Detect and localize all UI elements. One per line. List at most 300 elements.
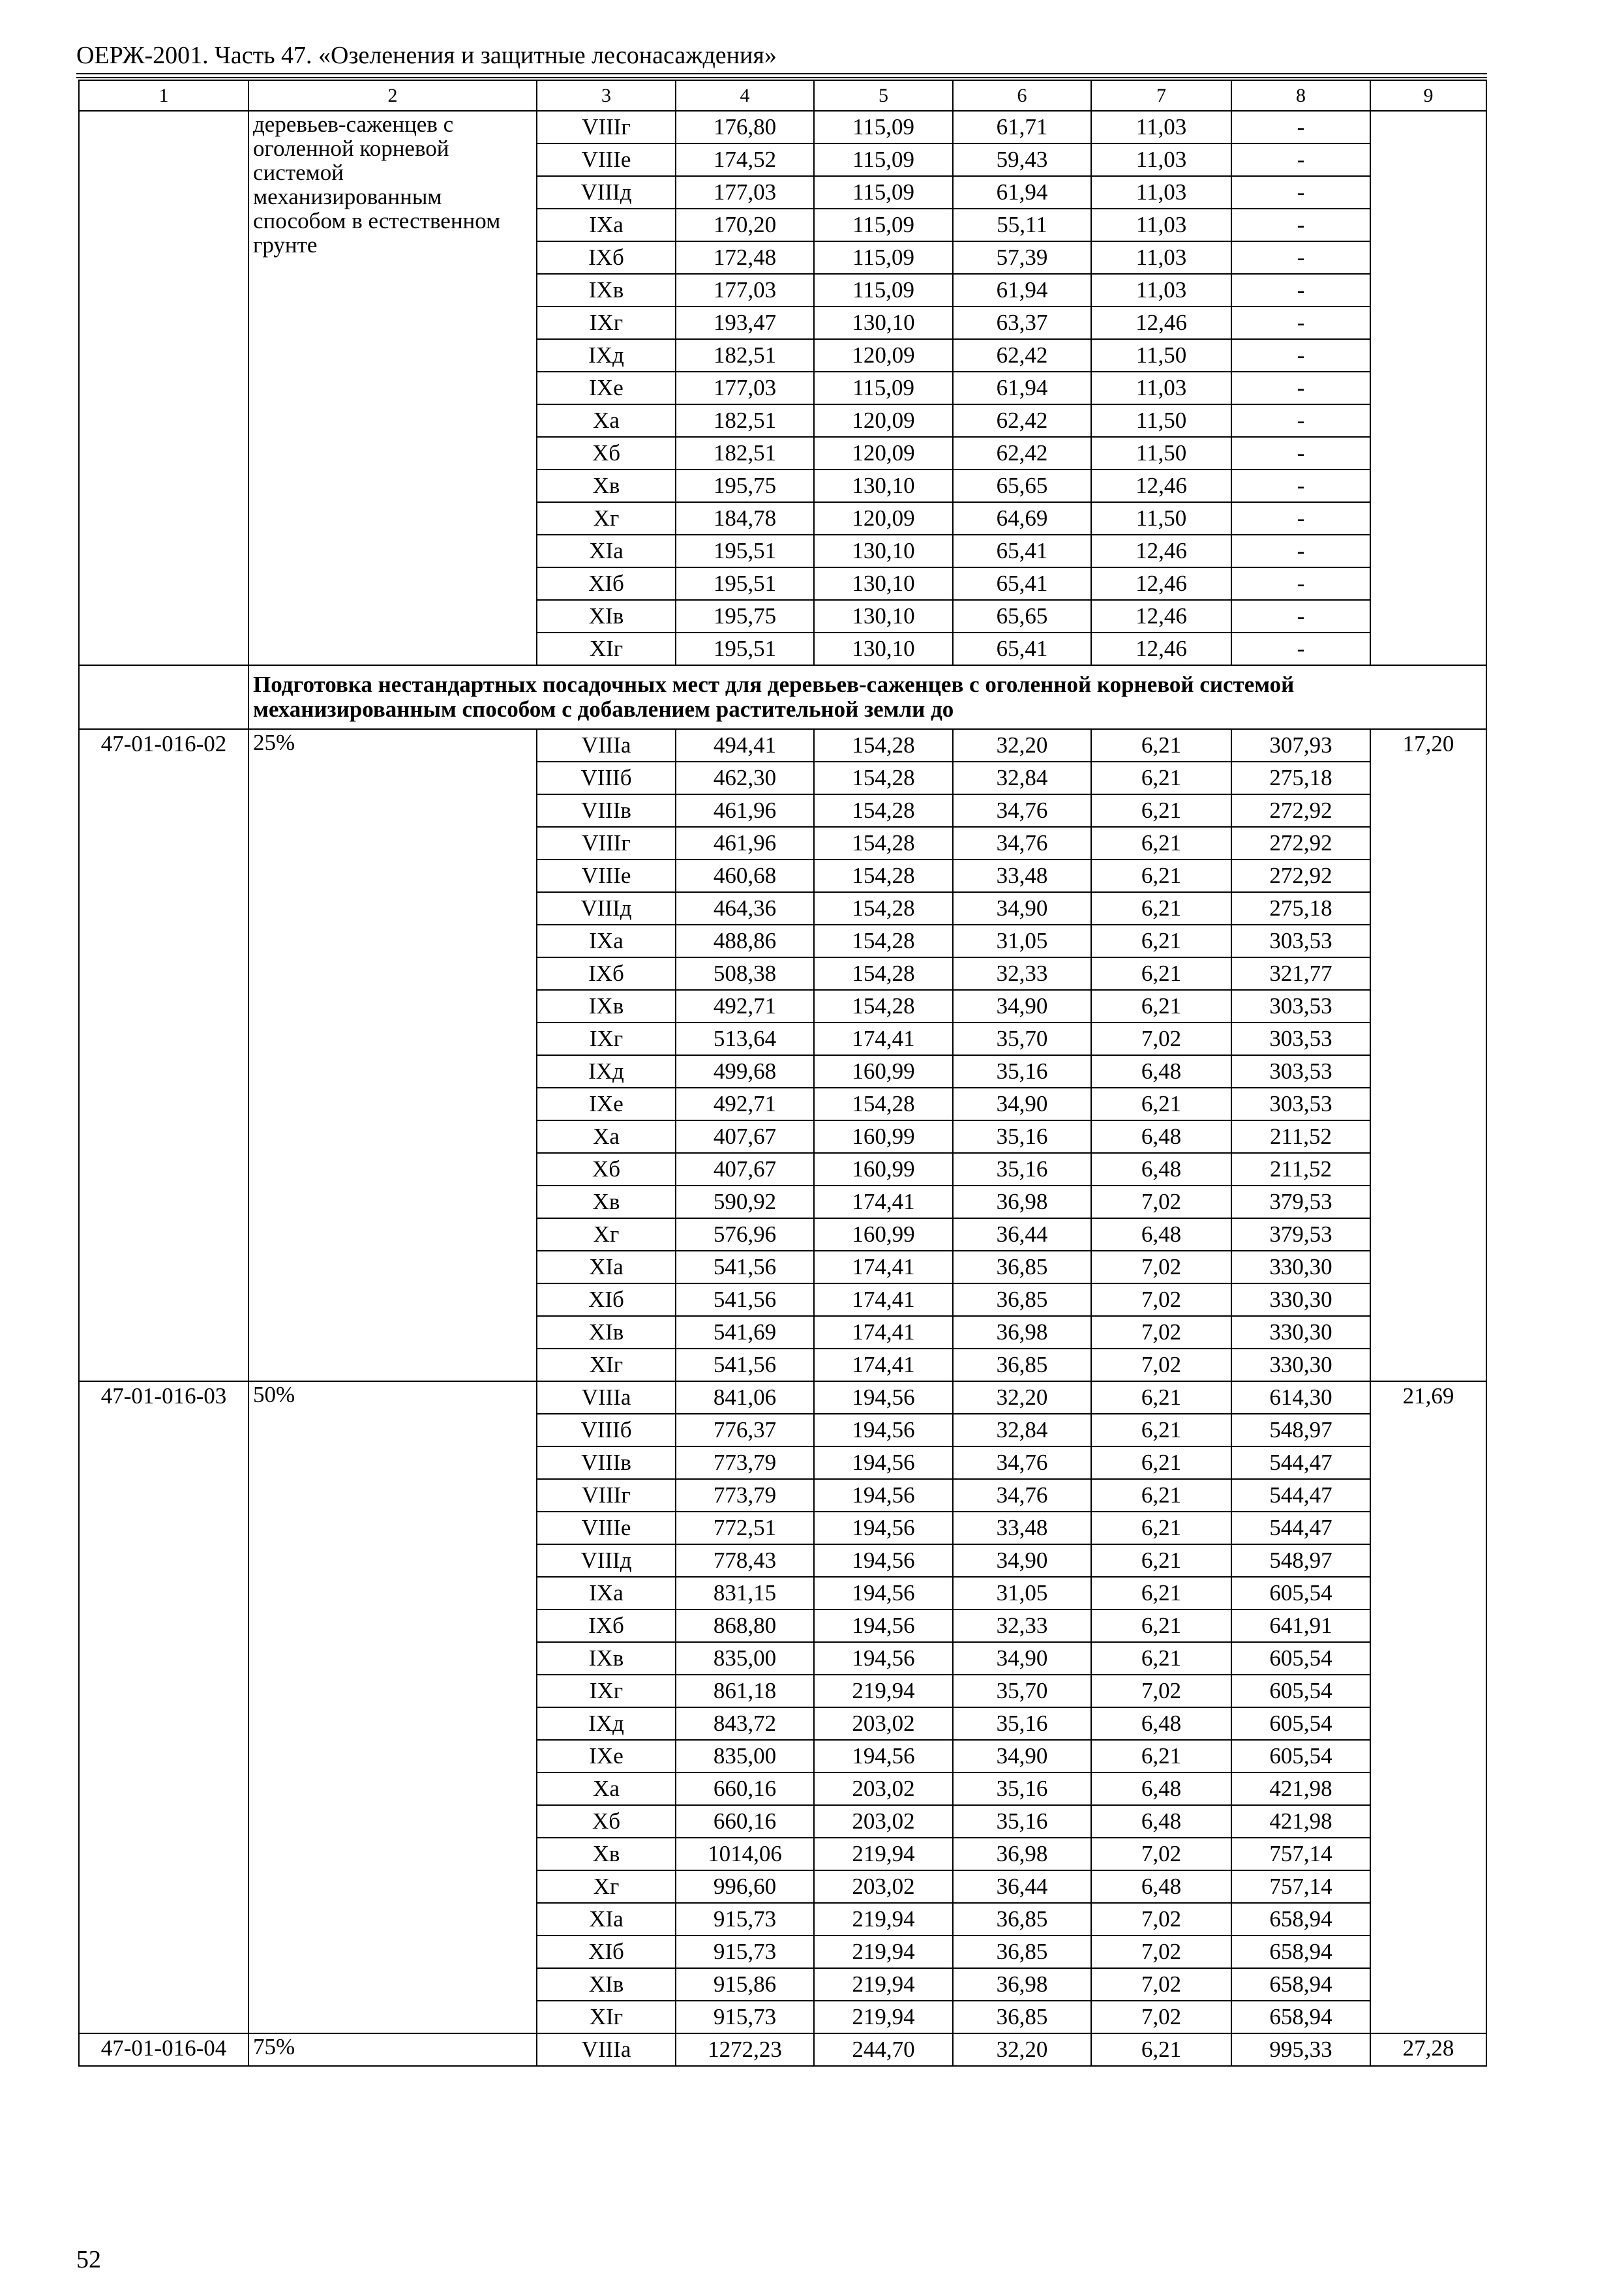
soil-group-cell: IXе <box>537 1740 676 1773</box>
direct-cost-cell: 193,47 <box>676 307 814 339</box>
material-cost-cell: 544,47 <box>1231 1446 1370 1479</box>
soil-group-cell: XIг <box>537 2001 676 2033</box>
material-cost-cell: - <box>1231 143 1370 176</box>
machinist-wages-cell: 7,02 <box>1091 1936 1231 1968</box>
direct-cost-cell: 660,16 <box>676 1773 814 1805</box>
material-cost-cell: 658,94 <box>1231 2001 1370 2033</box>
soil-group-cell: IXа <box>537 209 676 241</box>
direct-cost-cell: 1014,06 <box>676 1838 814 1870</box>
soil-group-cell: XIа <box>537 535 676 567</box>
soil-group-cell: XIа <box>537 1903 676 1936</box>
labor-wages-cell: 174,41 <box>814 1283 953 1316</box>
machine-cost-cell: 63,37 <box>953 307 1091 339</box>
machine-cost-cell: 34,90 <box>953 1642 1091 1675</box>
machinist-wages-cell: 11,03 <box>1091 241 1231 274</box>
machinist-wages-cell: 6,21 <box>1091 762 1231 794</box>
direct-cost-cell: 1272,23 <box>676 2033 814 2066</box>
machinist-wages-cell: 11,50 <box>1091 339 1231 372</box>
machine-cost-cell: 35,16 <box>953 1707 1091 1740</box>
soil-group-cell: VIIIд <box>537 176 676 209</box>
direct-cost-cell: 576,96 <box>676 1218 814 1251</box>
machinist-wages-cell: 6,21 <box>1091 957 1231 990</box>
machinist-wages-cell: 6,21 <box>1091 1088 1231 1120</box>
machinist-wages-cell: 7,02 <box>1091 1316 1231 1349</box>
page-header: ОЕРЖ-2001. Часть 47. «Озеленения и защитные лесонасаждения» <box>76 42 777 69</box>
machinist-wages-cell: 6,48 <box>1091 1055 1231 1088</box>
labor-norm: 27,28 <box>1370 2033 1486 2066</box>
machine-cost-cell: 62,42 <box>953 404 1091 437</box>
direct-cost-cell: 195,51 <box>676 535 814 567</box>
direct-cost-cell: 915,86 <box>676 1968 814 2001</box>
labor-wages-cell: 154,28 <box>814 794 953 827</box>
machine-cost-cell: 36,85 <box>953 2001 1091 2033</box>
machinist-wages-cell: 7,02 <box>1091 1838 1231 1870</box>
direct-cost-cell: 407,67 <box>676 1153 814 1186</box>
labor-wages-cell: 130,10 <box>814 535 953 567</box>
labor-wages-cell: 154,28 <box>814 762 953 794</box>
material-cost-cell: 544,47 <box>1231 1479 1370 1512</box>
labor-wages-cell: 194,56 <box>814 1381 953 1414</box>
labor-wages-cell: 219,94 <box>814 1838 953 1870</box>
machinist-wages-cell: 6,21 <box>1091 794 1231 827</box>
direct-cost-cell: 195,51 <box>676 633 814 665</box>
material-cost-cell: 421,98 <box>1231 1773 1370 1805</box>
direct-cost-cell: 835,00 <box>676 1642 814 1675</box>
direct-cost-cell: 541,56 <box>676 1283 814 1316</box>
machine-cost-cell: 36,98 <box>953 1316 1091 1349</box>
labor-wages-cell: 154,28 <box>814 957 953 990</box>
soil-group-cell: XIв <box>537 1316 676 1349</box>
machine-cost-cell: 55,11 <box>953 209 1091 241</box>
column-number: 9 <box>1370 80 1486 111</box>
material-cost-cell: - <box>1231 535 1370 567</box>
labor-wages-cell: 115,09 <box>814 241 953 274</box>
labor-wages-cell: 115,09 <box>814 143 953 176</box>
material-cost-cell: 303,53 <box>1231 990 1370 1023</box>
soil-group-cell: VIIIб <box>537 762 676 794</box>
labor-wages-cell: 174,41 <box>814 1251 953 1283</box>
machinist-wages-cell: 11,50 <box>1091 437 1231 470</box>
labor-wages-cell: 154,28 <box>814 1088 953 1120</box>
machine-cost-cell: 36,44 <box>953 1870 1091 1903</box>
material-cost-cell: 605,54 <box>1231 1740 1370 1773</box>
section-title: Подготовка нестандартных посадочных мест для деревьев-саженцев с оголенной корневой системой механизированным способом с добавлением растительной земли до <box>248 665 1486 729</box>
labor-wages-cell: 174,41 <box>814 1186 953 1218</box>
direct-cost-cell: 488,86 <box>676 925 814 957</box>
header-rule-second <box>76 77 1487 78</box>
material-cost-cell: - <box>1231 437 1370 470</box>
column-number: 1 <box>79 80 248 111</box>
direct-cost-cell: 841,06 <box>676 1381 814 1414</box>
direct-cost-cell: 831,15 <box>676 1577 814 1609</box>
material-cost-cell: 303,53 <box>1231 925 1370 957</box>
soil-group-cell: IXа <box>537 925 676 957</box>
material-cost-cell: 614,30 <box>1231 1381 1370 1414</box>
column-number: 6 <box>953 80 1091 111</box>
labor-wages-cell: 219,94 <box>814 1903 953 1936</box>
labor-norm <box>1370 111 1486 665</box>
soil-group-cell: VIIIг <box>537 111 676 143</box>
direct-cost-cell: 541,56 <box>676 1251 814 1283</box>
table-row <box>79 2033 1486 2066</box>
direct-cost-cell: 494,41 <box>676 729 814 762</box>
machine-cost-cell: 35,16 <box>953 1153 1091 1186</box>
machinist-wages-cell: 6,48 <box>1091 1120 1231 1153</box>
direct-cost-cell: 172,48 <box>676 241 814 274</box>
direct-cost-cell: 492,71 <box>676 990 814 1023</box>
direct-cost-cell: 460,68 <box>676 860 814 892</box>
rate-code <box>79 111 248 665</box>
rate-code: 47-01-016-04 <box>79 2033 248 2066</box>
material-cost-cell: - <box>1231 633 1370 665</box>
direct-cost-cell: 773,79 <box>676 1446 814 1479</box>
machinist-wages-cell: 7,02 <box>1091 1023 1231 1055</box>
material-cost-cell: 658,94 <box>1231 1903 1370 1936</box>
soil-group-cell: IXб <box>537 241 676 274</box>
machinist-wages-cell: 11,50 <box>1091 502 1231 535</box>
labor-wages-cell: 154,28 <box>814 729 953 762</box>
machine-cost-cell: 32,84 <box>953 762 1091 794</box>
soil-group-cell: VIIIб <box>537 1414 676 1446</box>
machine-cost-cell: 65,41 <box>953 633 1091 665</box>
direct-cost-cell: 182,51 <box>676 437 814 470</box>
labor-wages-cell: 160,99 <box>814 1153 953 1186</box>
material-cost-cell: 544,47 <box>1231 1512 1370 1544</box>
labor-wages-cell: 120,09 <box>814 502 953 535</box>
direct-cost-cell: 773,79 <box>676 1479 814 1512</box>
machine-cost-cell: 65,65 <box>953 470 1091 502</box>
material-cost-cell: 275,18 <box>1231 762 1370 794</box>
soil-group-cell: VIIIв <box>537 1446 676 1479</box>
work-description: деревьев-саженцев с оголенной корневой системой механизированным способом в естественном грунте <box>248 111 537 665</box>
machine-cost-cell: 34,90 <box>953 892 1091 925</box>
machinist-wages-cell: 6,48 <box>1091 1707 1231 1740</box>
rate-code: 47-01-016-02 <box>79 729 248 1381</box>
soil-group-cell: IXг <box>537 307 676 339</box>
machine-cost-cell: 65,65 <box>953 600 1091 633</box>
machine-cost-cell: 59,43 <box>953 143 1091 176</box>
labor-wages-cell: 160,99 <box>814 1218 953 1251</box>
machine-cost-cell: 36,85 <box>953 1903 1091 1936</box>
machine-cost-cell: 34,76 <box>953 794 1091 827</box>
machine-cost-cell: 31,05 <box>953 925 1091 957</box>
labor-wages-cell: 203,02 <box>814 1805 953 1838</box>
labor-norm: 17,20 <box>1370 729 1486 1381</box>
machinist-wages-cell: 7,02 <box>1091 1968 1231 2001</box>
labor-norm: 21,69 <box>1370 1381 1486 2033</box>
machine-cost-cell: 61,71 <box>953 111 1091 143</box>
soil-group-cell: XIв <box>537 600 676 633</box>
material-cost-cell: 605,54 <box>1231 1577 1370 1609</box>
direct-cost-cell: 915,73 <box>676 1903 814 1936</box>
soil-group-cell: Xг <box>537 502 676 535</box>
work-description: 75% <box>248 2033 537 2066</box>
soil-group-cell: IXв <box>537 990 676 1023</box>
direct-cost-cell: 177,03 <box>676 372 814 404</box>
material-cost-cell: 605,54 <box>1231 1675 1370 1707</box>
machine-cost-cell: 35,16 <box>953 1773 1091 1805</box>
machinist-wages-cell: 6,21 <box>1091 1446 1231 1479</box>
material-cost-cell: - <box>1231 111 1370 143</box>
labor-wages-cell: 154,28 <box>814 892 953 925</box>
material-cost-cell: 641,91 <box>1231 1609 1370 1642</box>
machine-cost-cell: 35,16 <box>953 1805 1091 1838</box>
labor-wages-cell: 115,09 <box>814 111 953 143</box>
machine-cost-cell: 36,85 <box>953 1936 1091 1968</box>
material-cost-cell: 307,93 <box>1231 729 1370 762</box>
machine-cost-cell: 34,76 <box>953 1479 1091 1512</box>
material-cost-cell: - <box>1231 502 1370 535</box>
direct-cost-cell: 461,96 <box>676 794 814 827</box>
machine-cost-cell: 33,48 <box>953 860 1091 892</box>
labor-wages-cell: 115,09 <box>814 372 953 404</box>
material-cost-cell: 658,94 <box>1231 1968 1370 2001</box>
soil-group-cell: IXв <box>537 274 676 307</box>
labor-wages-cell: 194,56 <box>814 1577 953 1609</box>
soil-group-cell: XIб <box>537 1936 676 1968</box>
machine-cost-cell: 35,70 <box>953 1675 1091 1707</box>
machine-cost-cell: 32,84 <box>953 1414 1091 1446</box>
labor-wages-cell: 130,10 <box>814 307 953 339</box>
direct-cost-cell: 182,51 <box>676 404 814 437</box>
direct-cost-cell: 461,96 <box>676 827 814 860</box>
direct-cost-cell: 915,73 <box>676 1936 814 1968</box>
soil-group-cell: VIIIе <box>537 1512 676 1544</box>
material-cost-cell: - <box>1231 600 1370 633</box>
machine-cost-cell: 35,16 <box>953 1120 1091 1153</box>
machine-cost-cell: 32,20 <box>953 1381 1091 1414</box>
machinist-wages-cell: 6,21 <box>1091 1479 1231 1512</box>
machinist-wages-cell: 11,03 <box>1091 372 1231 404</box>
machine-cost-cell: 36,85 <box>953 1349 1091 1381</box>
material-cost-cell: 272,92 <box>1231 860 1370 892</box>
labor-wages-cell: 130,10 <box>814 600 953 633</box>
machine-cost-cell: 65,41 <box>953 535 1091 567</box>
machine-cost-cell: 31,05 <box>953 1577 1091 1609</box>
machine-cost-cell: 35,70 <box>953 1023 1091 1055</box>
machine-cost-cell: 34,90 <box>953 1740 1091 1773</box>
labor-wages-cell: 154,28 <box>814 827 953 860</box>
machine-cost-cell: 34,76 <box>953 827 1091 860</box>
column-number: 5 <box>814 80 953 111</box>
soil-group-cell: Xб <box>537 437 676 470</box>
machinist-wages-cell: 6,21 <box>1091 1512 1231 1544</box>
machinist-wages-cell: 6,21 <box>1091 1381 1231 1414</box>
soil-group-cell: VIIIд <box>537 1544 676 1577</box>
material-cost-cell: 321,77 <box>1231 957 1370 990</box>
direct-cost-cell: 462,30 <box>676 762 814 794</box>
table-row <box>79 729 1486 762</box>
material-cost-cell: 330,30 <box>1231 1283 1370 1316</box>
soil-group-cell: VIIIа <box>537 729 676 762</box>
labor-wages-cell: 194,56 <box>814 1740 953 1773</box>
direct-cost-cell: 776,37 <box>676 1414 814 1446</box>
machine-cost-cell: 62,42 <box>953 437 1091 470</box>
labor-wages-cell: 194,56 <box>814 1609 953 1642</box>
labor-wages-cell: 219,94 <box>814 2001 953 2033</box>
direct-cost-cell: 541,69 <box>676 1316 814 1349</box>
soil-group-cell: IXд <box>537 339 676 372</box>
machinist-wages-cell: 12,46 <box>1091 567 1231 600</box>
direct-cost-cell: 778,43 <box>676 1544 814 1577</box>
material-cost-cell: 421,98 <box>1231 1805 1370 1838</box>
machine-cost-cell: 32,20 <box>953 2033 1091 2066</box>
soil-group-cell: IXб <box>537 957 676 990</box>
soil-group-cell: IXе <box>537 1088 676 1120</box>
machinist-wages-cell: 12,46 <box>1091 633 1231 665</box>
machinist-wages-cell: 12,46 <box>1091 535 1231 567</box>
direct-cost-cell: 176,80 <box>676 111 814 143</box>
labor-wages-cell: 115,09 <box>814 274 953 307</box>
machine-cost-cell: 64,69 <box>953 502 1091 535</box>
direct-cost-cell: 177,03 <box>676 176 814 209</box>
direct-cost-cell: 861,18 <box>676 1675 814 1707</box>
material-cost-cell: - <box>1231 241 1370 274</box>
material-cost-cell: 757,14 <box>1231 1870 1370 1903</box>
page-number: 52 <box>76 2246 101 2273</box>
labor-wages-cell: 219,94 <box>814 1675 953 1707</box>
soil-group-cell: XIа <box>537 1251 676 1283</box>
material-cost-cell: 757,14 <box>1231 1838 1370 1870</box>
machinist-wages-cell: 11,50 <box>1091 404 1231 437</box>
material-cost-cell: 605,54 <box>1231 1642 1370 1675</box>
soil-group-cell: IXг <box>537 1023 676 1055</box>
machinist-wages-cell: 6,21 <box>1091 827 1231 860</box>
section-header-row <box>79 665 1486 729</box>
soil-group-cell: Xа <box>537 404 676 437</box>
labor-wages-cell: 203,02 <box>814 1707 953 1740</box>
material-cost-cell: 330,30 <box>1231 1316 1370 1349</box>
machinist-wages-cell: 6,21 <box>1091 1414 1231 1446</box>
labor-wages-cell: 120,09 <box>814 339 953 372</box>
machinist-wages-cell: 6,21 <box>1091 990 1231 1023</box>
machinist-wages-cell: 11,03 <box>1091 143 1231 176</box>
material-cost-cell: 303,53 <box>1231 1055 1370 1088</box>
direct-cost-cell: 772,51 <box>676 1512 814 1544</box>
machine-cost-cell: 34,90 <box>953 1088 1091 1120</box>
direct-cost-cell: 996,60 <box>676 1870 814 1903</box>
soil-group-cell: XIг <box>537 633 676 665</box>
labor-wages-cell: 244,70 <box>814 2033 953 2066</box>
machinist-wages-cell: 7,02 <box>1091 1251 1231 1283</box>
material-cost-cell: 548,97 <box>1231 1544 1370 1577</box>
material-cost-cell: - <box>1231 372 1370 404</box>
table-row <box>79 111 1486 143</box>
machine-cost-cell: 32,33 <box>953 957 1091 990</box>
labor-wages-cell: 130,10 <box>814 470 953 502</box>
direct-cost-cell: 170,20 <box>676 209 814 241</box>
machine-cost-cell: 36,98 <box>953 1186 1091 1218</box>
labor-wages-cell: 194,56 <box>814 1642 953 1675</box>
direct-cost-cell: 184,78 <box>676 502 814 535</box>
soil-group-cell: IXб <box>537 1609 676 1642</box>
labor-wages-cell: 154,28 <box>814 860 953 892</box>
direct-cost-cell: 174,52 <box>676 143 814 176</box>
material-cost-cell: - <box>1231 176 1370 209</box>
labor-wages-cell: 194,56 <box>814 1414 953 1446</box>
soil-group-cell: XIв <box>537 1968 676 2001</box>
machinist-wages-cell: 6,21 <box>1091 1577 1231 1609</box>
soil-group-cell: IXе <box>537 372 676 404</box>
soil-group-cell: Xв <box>537 1838 676 1870</box>
labor-wages-cell: 194,56 <box>814 1446 953 1479</box>
soil-group-cell: VIIIа <box>537 2033 676 2066</box>
material-cost-cell: 303,53 <box>1231 1023 1370 1055</box>
column-number: 2 <box>248 80 537 111</box>
material-cost-cell: - <box>1231 404 1370 437</box>
labor-wages-cell: 130,10 <box>814 633 953 665</box>
machinist-wages-cell: 6,21 <box>1091 2033 1231 2066</box>
soil-group-cell: Xб <box>537 1805 676 1838</box>
machinist-wages-cell: 6,48 <box>1091 1870 1231 1903</box>
labor-wages-cell: 130,10 <box>814 567 953 600</box>
machine-cost-cell: 32,20 <box>953 729 1091 762</box>
labor-wages-cell: 120,09 <box>814 404 953 437</box>
machinist-wages-cell: 6,21 <box>1091 892 1231 925</box>
soil-group-cell: VIIIв <box>537 794 676 827</box>
machine-cost-cell: 62,42 <box>953 339 1091 372</box>
direct-cost-cell: 843,72 <box>676 1707 814 1740</box>
machine-cost-cell: 36,98 <box>953 1968 1091 2001</box>
soil-group-cell: VIIIг <box>537 827 676 860</box>
machine-cost-cell: 61,94 <box>953 372 1091 404</box>
soil-group-cell: Xв <box>537 470 676 502</box>
machine-cost-cell: 36,85 <box>953 1251 1091 1283</box>
soil-group-cell: Xб <box>537 1153 676 1186</box>
labor-wages-cell: 120,09 <box>814 437 953 470</box>
material-cost-cell: 995,33 <box>1231 2033 1370 2066</box>
machinist-wages-cell: 6,21 <box>1091 1642 1231 1675</box>
machine-cost-cell: 57,39 <box>953 241 1091 274</box>
labor-wages-cell: 160,99 <box>814 1055 953 1088</box>
direct-cost-cell: 182,51 <box>676 339 814 372</box>
material-cost-cell: 272,92 <box>1231 794 1370 827</box>
machinist-wages-cell: 6,21 <box>1091 925 1231 957</box>
labor-wages-cell: 115,09 <box>814 209 953 241</box>
machinist-wages-cell: 6,21 <box>1091 729 1231 762</box>
direct-cost-cell: 195,75 <box>676 600 814 633</box>
direct-cost-cell: 499,68 <box>676 1055 814 1088</box>
labor-wages-cell: 194,56 <box>814 1512 953 1544</box>
direct-cost-cell: 177,03 <box>676 274 814 307</box>
labor-wages-cell: 154,28 <box>814 925 953 957</box>
material-cost-cell: - <box>1231 470 1370 502</box>
machine-cost-cell: 32,33 <box>953 1609 1091 1642</box>
machine-cost-cell: 61,94 <box>953 176 1091 209</box>
direct-cost-cell: 915,73 <box>676 2001 814 2033</box>
rate-code: 47-01-016-03 <box>79 1381 248 2033</box>
soil-group-cell: IXд <box>537 1707 676 1740</box>
direct-cost-cell: 492,71 <box>676 1088 814 1120</box>
material-cost-cell: 330,30 <box>1231 1349 1370 1381</box>
soil-group-cell: Xа <box>537 1773 676 1805</box>
machinist-wages-cell: 6,21 <box>1091 1740 1231 1773</box>
machinist-wages-cell: 7,02 <box>1091 1903 1231 1936</box>
work-description: 50% <box>248 1381 537 2033</box>
machine-cost-cell: 65,41 <box>953 567 1091 600</box>
soil-group-cell: IXд <box>537 1055 676 1088</box>
soil-group-cell: IXв <box>537 1642 676 1675</box>
soil-group-cell: XIб <box>537 567 676 600</box>
machinist-wages-cell: 7,02 <box>1091 2001 1231 2033</box>
material-cost-cell: - <box>1231 307 1370 339</box>
direct-cost-cell: 835,00 <box>676 1740 814 1773</box>
soil-group-cell: VIIIа <box>537 1381 676 1414</box>
material-cost-cell: 272,92 <box>1231 827 1370 860</box>
machine-cost-cell: 33,48 <box>953 1512 1091 1544</box>
labor-wages-cell: 160,99 <box>814 1120 953 1153</box>
labor-wages-cell: 203,02 <box>814 1870 953 1903</box>
